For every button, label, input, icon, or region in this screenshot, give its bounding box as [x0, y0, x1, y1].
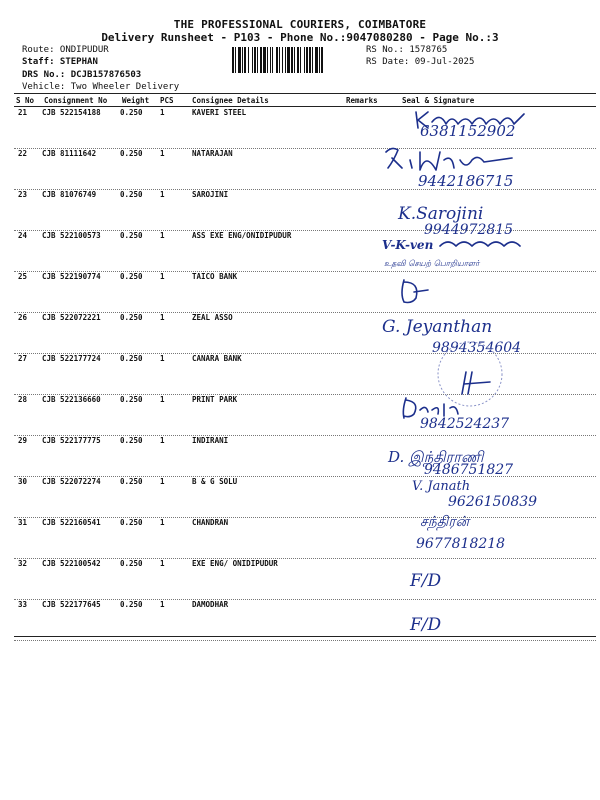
row-consignee: DAMODHAR: [192, 600, 229, 609]
signature-31: [416, 514, 505, 552]
row-sno: 30: [18, 477, 28, 486]
row-pcs: 1: [160, 559, 165, 568]
signature-26-phone: 9894354604: [432, 340, 522, 356]
signature-22: [386, 148, 513, 190]
row-weight: 0.250: [120, 395, 143, 404]
signature-30: [412, 479, 537, 510]
signature-26: [382, 317, 521, 356]
row-consignment-no: CJB 522136660: [42, 395, 101, 404]
row-consignment-no: CJB 81111642: [42, 149, 97, 158]
row-pcs: 1: [160, 231, 165, 240]
signature-28-phone: 9842524237: [420, 416, 510, 432]
signature-29-phone: 9486751827: [424, 462, 514, 478]
rs-number: RS No.: 1578765: [366, 45, 448, 55]
row-consignment-no: CJB 522100573: [42, 231, 101, 240]
row-pcs: 1: [160, 108, 165, 117]
row-weight: 0.250: [120, 108, 143, 117]
row-consignment-no: CJB 81076749: [42, 190, 97, 199]
row-pcs: 1: [160, 272, 165, 281]
row-sno: 23: [18, 190, 28, 199]
row-weight: 0.250: [120, 600, 143, 609]
row-sno: 22: [18, 149, 28, 158]
row-sno: 27: [18, 354, 28, 363]
signature-23-name: K.Sarojini: [398, 204, 484, 224]
signature-21: [416, 112, 524, 140]
col-weight: Weight: [122, 96, 150, 105]
row-consignment-no: CJB 522177724: [42, 354, 101, 363]
col-consignment: Consignment No: [44, 96, 108, 105]
signature-29: [387, 448, 513, 478]
row-pcs: 1: [160, 354, 165, 363]
signature-32-mark: F/D: [410, 571, 442, 591]
row-sno: 24: [18, 231, 28, 240]
row-consignment-no: CJB 522190774: [42, 272, 101, 281]
row-pcs: 1: [160, 149, 165, 158]
signature-24: [382, 238, 520, 269]
signature-24-name: V-K-ven: [382, 238, 434, 252]
row-weight: 0.250: [120, 190, 143, 199]
row-sno: 21: [18, 108, 28, 117]
row-consignment-no: CJB 522072274: [42, 477, 101, 486]
row-weight: 0.250: [120, 313, 143, 322]
signature-33-mark: F/D: [410, 615, 442, 635]
row-sno: 31: [18, 518, 28, 527]
vehicle-label: Vehicle: Two Wheeler Delivery: [22, 82, 180, 92]
signature-23-phone: 9944972815: [424, 222, 514, 238]
signature-23: [397, 204, 513, 238]
signature-30-phone: 9626150839: [448, 494, 538, 510]
signature-32: [409, 571, 442, 591]
signature-31-name: சந்திரன்: [420, 514, 470, 530]
row-consignment-no: CJB 522177645: [42, 600, 101, 609]
row-pcs: 1: [160, 436, 165, 445]
row-pcs: 1: [160, 600, 165, 609]
row-consignee: CANARA BANK: [192, 354, 242, 363]
signature-29-name: D. இந்திராணி: [388, 448, 484, 466]
row-consignee: TAICO BANK: [192, 272, 238, 281]
row-weight: 0.250: [120, 149, 143, 158]
drs-label: DRS No.: DCJB157876503: [22, 70, 142, 80]
col-consignee: Consignee Details: [192, 96, 269, 105]
row-sno: 28: [18, 395, 28, 404]
col-remarks: Remarks: [346, 96, 378, 105]
row-sno: 26: [18, 313, 28, 322]
signature-33: [409, 615, 442, 635]
row-consignee: KAVERI STEEL: [192, 108, 247, 117]
row-pcs: 1: [160, 395, 165, 404]
runsheet-title: Delivery Runsheet - P103 - Phone No.:9047080280 - Page No.:3: [101, 31, 499, 44]
row-weight: 0.250: [120, 559, 143, 568]
row-consignee: EXE ENG/ ONIDIPUDUR: [192, 559, 278, 568]
row-pcs: 1: [160, 477, 165, 486]
row-pcs: 1: [160, 313, 165, 322]
row-sno: 29: [18, 436, 28, 445]
signature-24-stamp: உதவி செயற் பொறியாளர்: [384, 259, 480, 268]
col-seal-signature: Seal & Signature: [402, 96, 475, 105]
row-consignee: NATARAJAN: [192, 149, 233, 158]
signature-21-phone: 6381152902: [420, 122, 516, 140]
row-weight: 0.250: [120, 272, 143, 281]
row-weight: 0.250: [120, 477, 143, 486]
col-sno: S No: [16, 96, 35, 105]
signature-26-name: G. Jeyanthan: [382, 317, 493, 337]
row-weight: 0.250: [120, 231, 143, 240]
row-sno: 32: [18, 559, 28, 568]
row-weight: 0.250: [120, 354, 143, 363]
route-label: Route: ONDIPUDUR: [22, 45, 109, 55]
row-consignment-no: CJB 522160541: [42, 518, 101, 527]
row-consignee: ZEAL ASSO: [192, 313, 233, 322]
row-consignment-no: CJB 522072221: [42, 313, 101, 322]
row-consignment-no: CJB 522100542: [42, 559, 101, 568]
rs-date: RS Date: 09-Jul-2025: [366, 57, 475, 67]
row-consignee: INDIRANI: [192, 436, 229, 445]
row-weight: 0.250: [120, 436, 143, 445]
row-consignee: ASS EXE ENG/ONIDIPUDUR: [192, 231, 292, 240]
row-consignment-no: CJB 522154188: [42, 108, 101, 117]
col-pcs: PCS: [160, 96, 174, 105]
row-pcs: 1: [160, 518, 165, 527]
staff-label: Staff: STEPHAN: [22, 57, 98, 67]
row-consignment-no: CJB 522177775: [42, 436, 101, 445]
row-consignee: B & G SOLU: [192, 477, 238, 486]
row-consignee: CHANDRAN: [192, 518, 229, 527]
row-consignee: SAROJINI: [192, 190, 229, 199]
row-pcs: 1: [160, 190, 165, 199]
company-title: THE PROFESSIONAL COURIERS, COIMBATORE: [173, 18, 427, 31]
row-sno: 25: [18, 272, 28, 281]
signature-30-name: V. Janath: [412, 479, 471, 494]
row-sno: 33: [18, 600, 28, 609]
signature-25: [402, 280, 428, 303]
signature-22-phone: 9442186715: [418, 172, 514, 190]
signature-31-phone: 9677818218: [416, 536, 506, 552]
row-consignee: PRINT PARK: [192, 395, 238, 404]
row-weight: 0.250: [120, 518, 143, 527]
